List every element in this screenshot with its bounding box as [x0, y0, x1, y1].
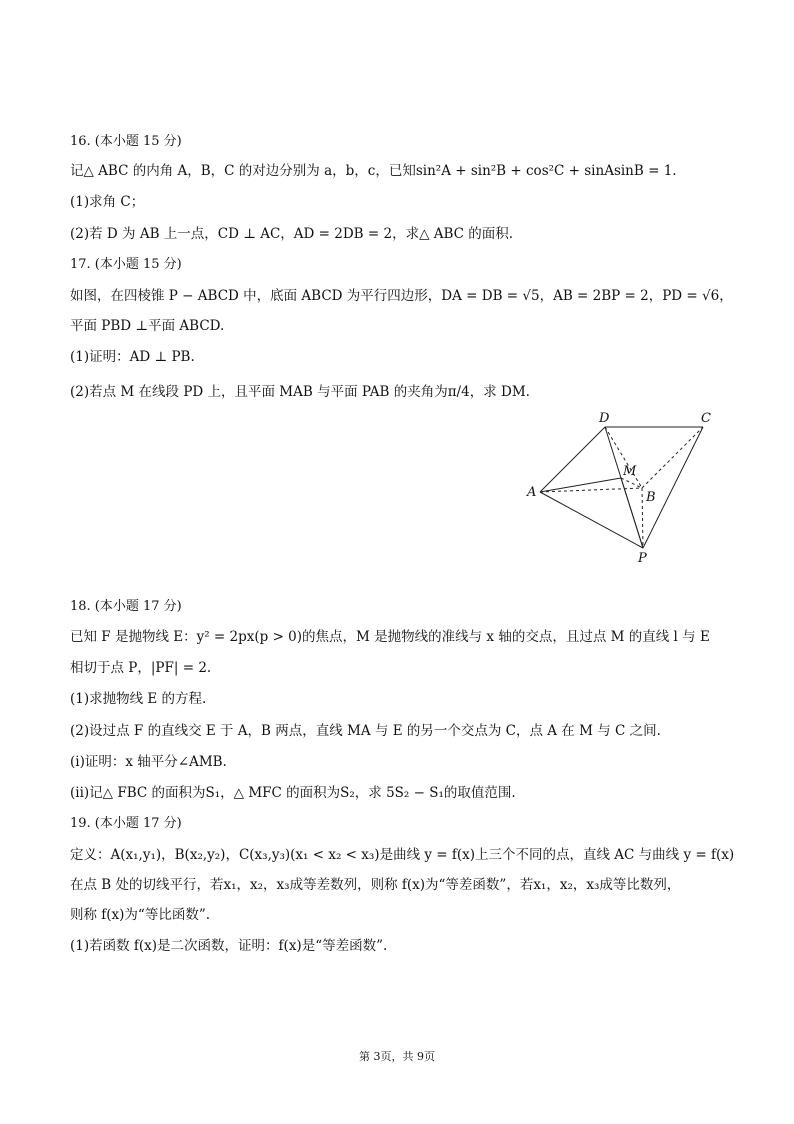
q17-heading: 17. (本小题 15 分) — [70, 257, 182, 272]
q16-part2: (2)若 D 为 AB 上一点，CD ⊥ AC，AD = 2DB = 2，求△ ABC 的面积. — [70, 226, 514, 242]
q17-part2: (2)若点 M 在线段 PD 上，且平面 MAB 与平面 PAB 的夹角为π/4，求 DM. — [70, 384, 530, 400]
label-P: P — [638, 551, 647, 565]
q19-heading: 19. (本小题 17 分) — [70, 816, 182, 831]
q18-heading: 18. (本小题 17 分) — [70, 599, 182, 614]
label-B: B — [646, 490, 656, 505]
edge-BP — [642, 488, 643, 548]
label-D: D — [599, 411, 610, 426]
q16-heading: 16. (本小题 15 分) — [70, 134, 182, 149]
q17-part1: (1)证明：AD ⊥ PB. — [70, 349, 195, 365]
q18-part2: (2)设过点 F 的直线交 E 于 A，B 两点，直线 MA 与 E 的另一个交点为 C，点 A 在 M 与 C 之间. — [70, 723, 661, 739]
label-A: A — [527, 485, 537, 500]
q16-part1: (1)求角 C； — [70, 194, 145, 210]
q19-part1: (1)若函数 f(x)是二次函数，证明：f(x)是“等差函数”. — [70, 938, 388, 954]
q18-stem-line1: 已知 F 是抛物线 E：y² = 2px(p > 0)的焦点，M 是抛物线的准线与 x 轴的交点，且过点 M 的直线 l 与 E — [70, 629, 710, 645]
q18-part1: (1)求抛物线 E 的方程. — [70, 691, 207, 707]
label-C: C — [701, 411, 711, 426]
q19-stem-line3: 则称 f(x)为“等比函数”. — [70, 907, 211, 923]
q17-stem-line2: 平面 PBD ⊥平面 ABCD. — [70, 318, 225, 334]
label-M: M — [623, 464, 637, 479]
q16-stem: 记△ ABC 的内角 A，B，C 的对边分别为 a，b，c，已知sin²A + sin²B + cos²C + sinAsinB = 1. — [70, 163, 677, 179]
page-number: 第 3页，共 9页 — [359, 1050, 435, 1063]
q19-stem-line2: 在点 B 处的切线平行，若x₁，x₂，x₃成等差数列，则称 f(x)为“等差函数”，若x₁，x₂，x₃成等比数列， — [70, 877, 681, 893]
pyramid-figure — [525, 405, 725, 565]
edge-CP — [643, 427, 703, 548]
q19-stem-line1: 定义：A(x₁,y₁)，B(x₂,y₂)，C(x₃,y₃)(x₁ < x₂ < x₃)是曲线 y = f(x)上三个不同的点，直线 AC 与曲线 y = f(x) — [70, 847, 735, 863]
q17-stem-line1: 如图，在四棱锥 P − ABCD 中，底面 ABCD 为平行四边形，DA = DB = √5，AB = 2BP = 2，PD = √6， — [70, 288, 733, 304]
q18-part2-ii: (ii)记△ FBC 的面积为S₁，△ MFC 的面积为S₂，求 5S₂ − S₁的取值范围. — [70, 785, 516, 801]
q18-part2-i: (i)证明：x 轴平分∠AMB. — [70, 754, 227, 770]
q18-stem-line2: 相切于点 P，|PF| = 2. — [70, 660, 212, 676]
edge-BC — [642, 427, 703, 488]
edge-AB — [540, 488, 642, 492]
